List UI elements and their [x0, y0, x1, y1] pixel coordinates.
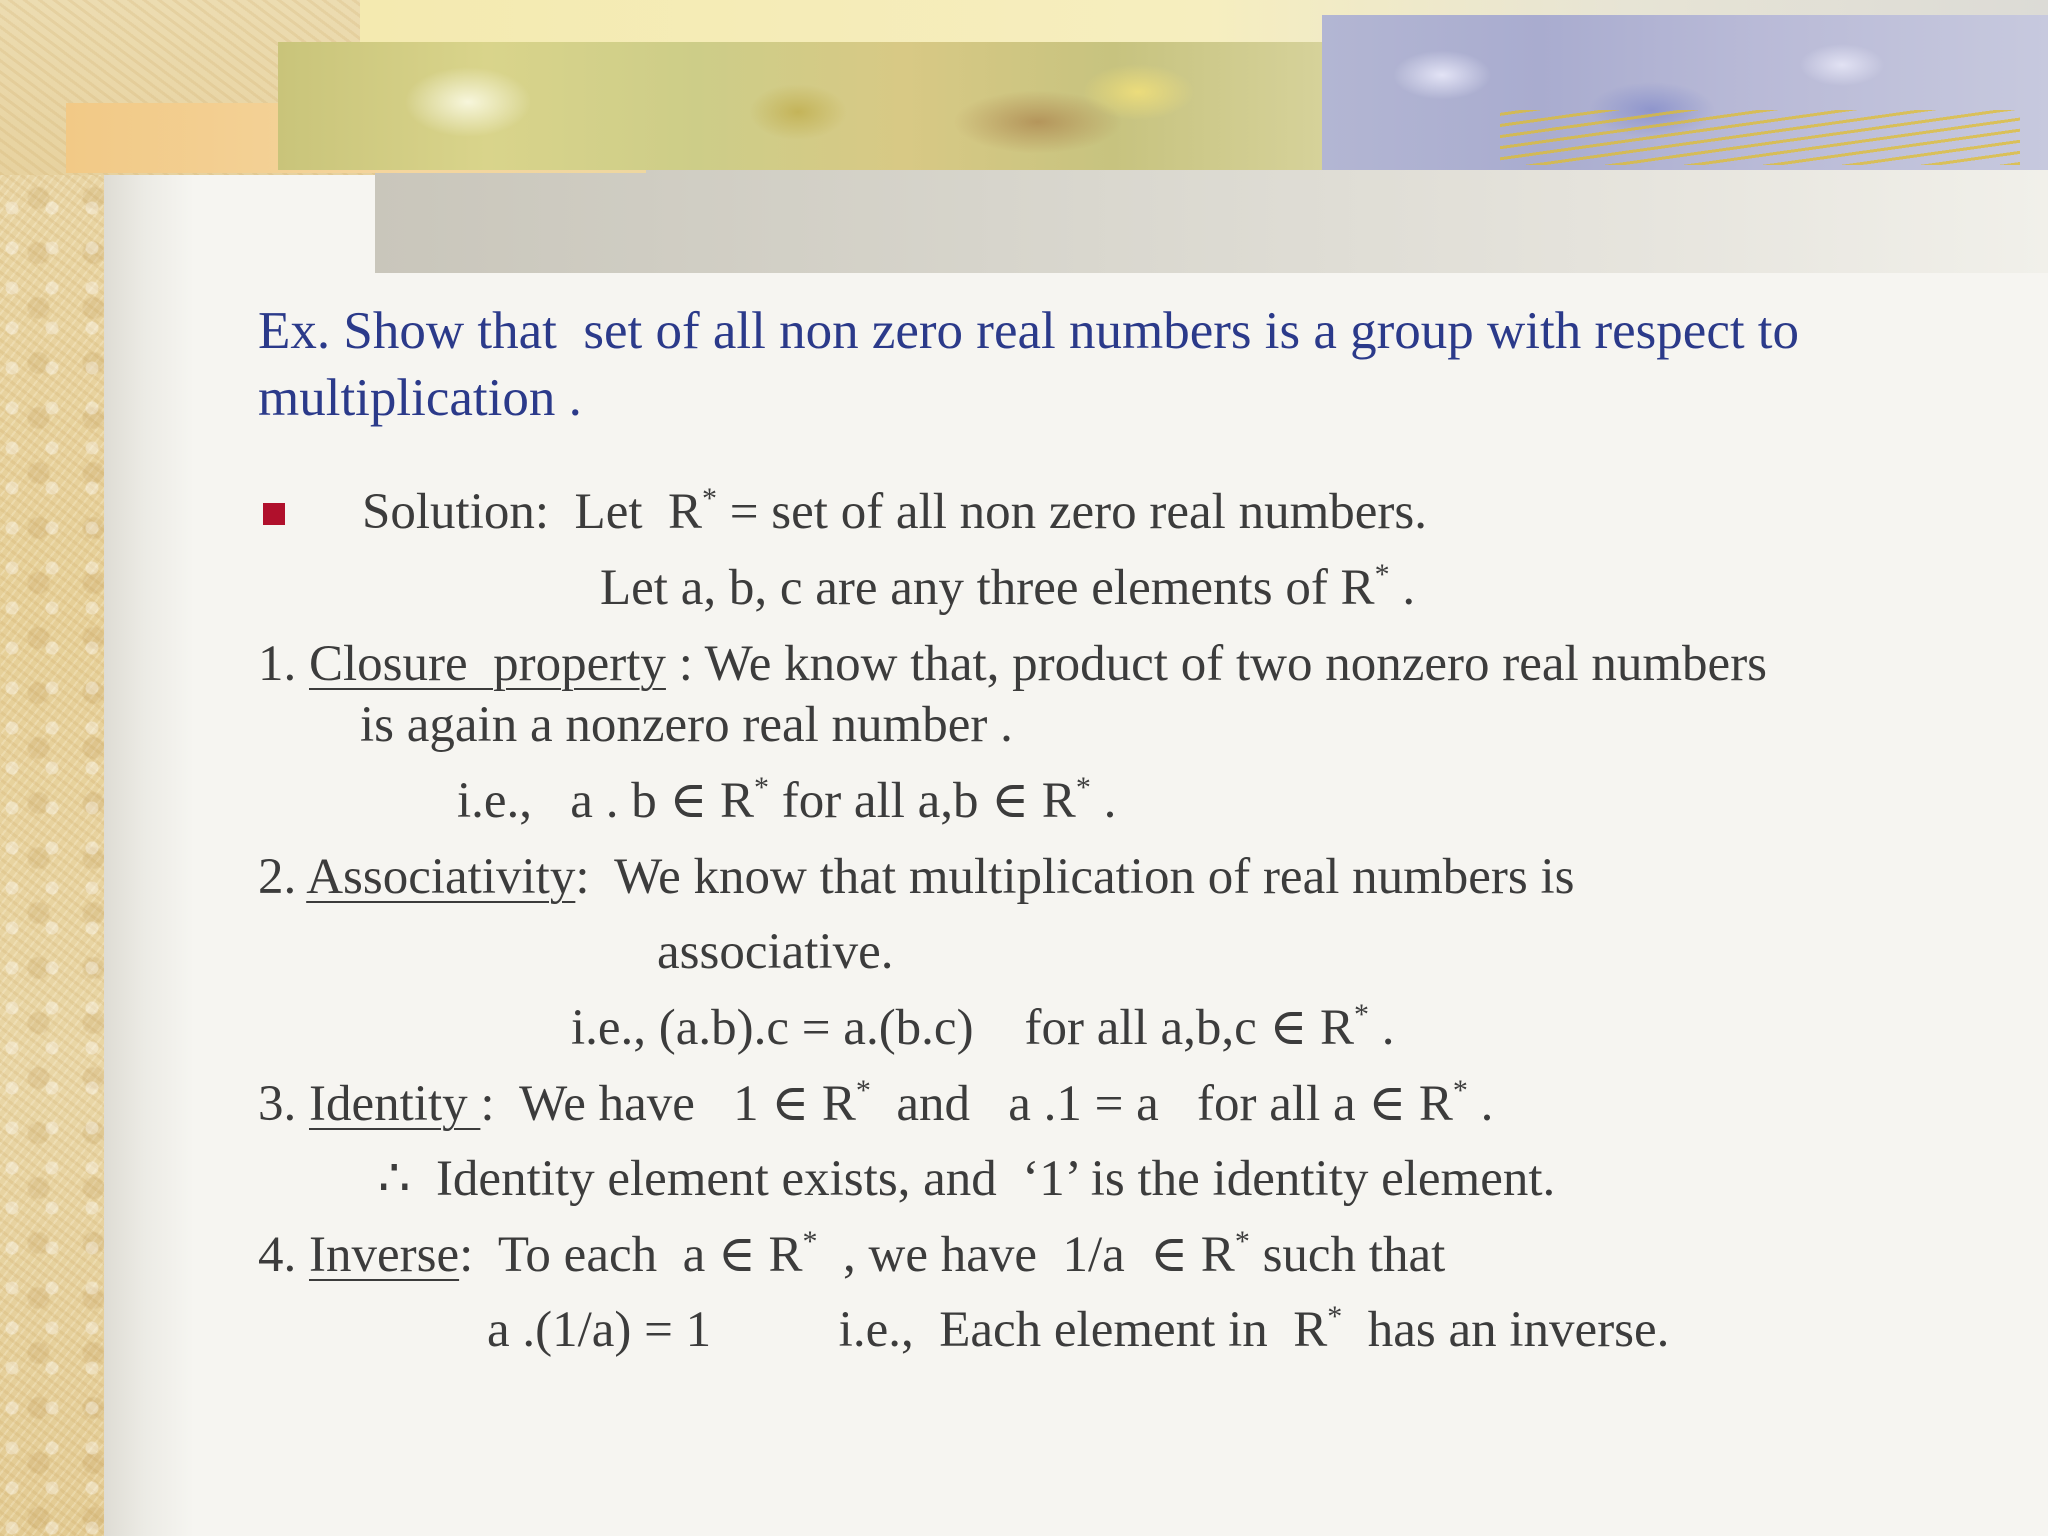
inverse-heading: Inverse [309, 1227, 460, 1283]
identity-therefore: ∴ Identity element exists, and ‘1’ is the identity element. [378, 1151, 1556, 1207]
slide-title-line1: Ex. Show that set of all non zero real numbers is a group with respect to [258, 302, 1800, 360]
slide-title-line2: multiplication . [258, 369, 582, 427]
closure-heading: Closure property [309, 636, 666, 692]
closure-property: 1. Closure property : We know that, product of two nonzero real numbers [258, 636, 1768, 692]
associativity-heading: Associativity [306, 849, 576, 905]
closure-line2: is again a nonzero real number . [360, 697, 1013, 753]
identity-property: 3. Identity : We have 1 ∈ R* and a .1 = a for all a ∈ R* . [258, 1074, 1494, 1132]
associativity-line2: associative. [657, 924, 894, 980]
solution-elements: Let a, b, c are any three elements of R* . [600, 558, 1416, 616]
inverse-property: 4. Inverse: To each a ∈ R* , we have 1/a ∈ R* such that [258, 1225, 1446, 1283]
solution-intro: Solution: Let R* = set of all non zero real numbers. [362, 482, 1427, 540]
closure-ie: i.e., a . b ∈ R* for all a,b ∈ R* . [457, 771, 1117, 829]
inverse-line2: a .(1/a) = 1 i.e., Each element in R* has an inverse. [487, 1300, 1670, 1358]
associativity-property: 2. Associativity: We know that multiplication of real numbers is [258, 849, 1575, 905]
bullet-square-icon [263, 503, 285, 525]
associativity-ie: i.e., (a.b).c = a.(b.c) for all a,b,c ∈ R* . [571, 998, 1395, 1056]
identity-heading: Identity [309, 1076, 481, 1132]
